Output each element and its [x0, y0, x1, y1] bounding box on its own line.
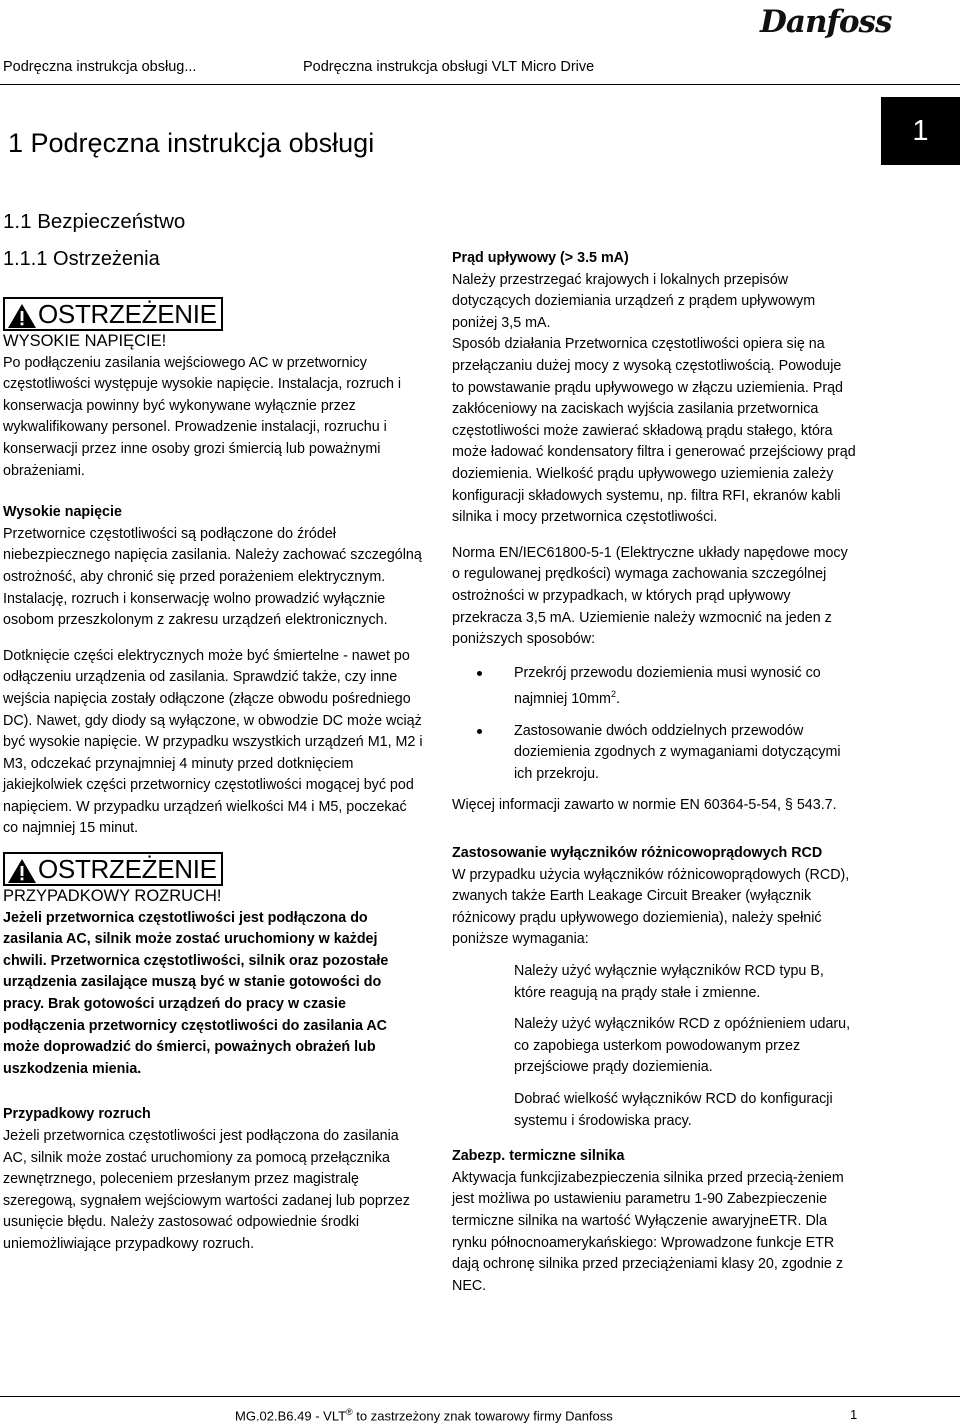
high-voltage-title: Wysokie napięcie	[3, 504, 122, 521]
warning-text: Po podłączeniu zasilania wejściowego AC w przetwornicy częstotliwości występuje wysokie napięcie. Instalacja, rozruch i konserwacja powinny być wykonywane wyłącznie przez wykwalifikowany personel. Prowadzenie instalacji, rozruchu i konserwacji przez inne osoby grozi śmiercią lub poważnymi obrażeniami.	[3, 354, 402, 479]
warning-box-accidental-start	[3, 852, 223, 886]
leakage-text-1: Należy przestrzegać krajowych i lokalnych przepisów dotyczących doziemiania urządzeń z prądem upływowym poniżej 3,5 mA.	[452, 271, 816, 331]
rcd-text: W przypadku użycia wyłączników różnicowoprądowych (RCD), zwanych także Earth Leakage Circuit Breaker (wyłącznik różnicowy prądu upływowego doziemienia), należy spełnić poniższe wymagania:	[452, 866, 850, 948]
thermal-title: Zabezp. termiczne silnika	[452, 1148, 625, 1165]
more-info-text: Więcej informacji zawarto w normie EN 60364-5-54, § 543.7.	[452, 797, 837, 814]
warning-triangle-icon	[7, 858, 37, 884]
subsection-heading: 1.1.1 Ostrzeżenia	[3, 248, 160, 270]
danfoss-logo	[760, 4, 960, 44]
thermal-text: Aktywacja funkcjizabezpieczenia silnika przed przecią-żeniem jest możliwa po ustawieniu parametru 1-90 Zabezpieczenie termiczne silnika na wartość Wyłączenie awaryjneETR. Dla rynku północnoamerykańskiego: Wprowadzone funkcje ETR dają ochronę silnika przed przeciążeniami klasy 20, zgodnie z NEC.	[452, 1169, 844, 1294]
rcd-requirements	[452, 961, 857, 1132]
warning-triangle-icon	[7, 303, 37, 329]
section-heading: 1.1 Bezpieczeństwo	[3, 210, 186, 233]
header-product-title: Podręczna instrukcja obsługi VLT Micro Drive	[303, 59, 595, 75]
header-divider	[0, 84, 960, 85]
list-item: Należy użyć wyłącznie wyłączników RCD typu B, które reagują na prądy stałe i zmienne.	[514, 962, 824, 1001]
touch-warning-text: Dotknięcie części elektrycznych może być śmiertelne - nawet po odłączeniu urządzenia od zasilania. Sprawdzić także, czy inne wejścia napięcia zostały odłączone (złącze obwodu pośredniego DC). Nawet, gdy diody są wyłączone, w obwodzie DC może wciąż być wysokie napięcie. W przypadku wszystkich urządzeń M1, M2 i M3, odczekać przynajmniej 4 minuty przed dotknięciem jakiejkolwiek części przetwornicy częstotliwości mogącej być pod napięciem. W przypadku urządzeń wielkości M4 i M5, poczekać co najmniej 15 minut.	[3, 647, 423, 837]
list-item: Zastosowanie dwóch oddzielnych przewodów doziemienia zgodnych z wymaganiami dotyczącymi ich przekroju.	[452, 721, 857, 786]
list-item: Dobrać wielkość wyłączników RCD do konfiguracji systemu i środowiska pracy.	[514, 1090, 833, 1129]
right-column	[452, 248, 857, 1297]
logo-wordmark: Danfoss	[760, 4, 892, 40]
footer-trademark: MG.02.B6.49 - VLT® to zastrzeżony znak towarowy firmy Danfoss	[235, 1407, 613, 1424]
page-number: 1	[850, 1407, 858, 1422]
list-item: Przekrój przewodu doziemienia musi wynosić co najmniej $10mm^2$.	[452, 663, 857, 711]
leakage-title: Prąd upływowy (> 3.5 mA)	[452, 250, 629, 266]
leakage-text-2: Sposób działania Przetwornica częstotliwości opiera się na przełączaniu dużej mocy z wysoką częstotliwością. Powoduje to powstawanie prądu upływowego w złączu uziemienia. Prąd zakłóceniowy na zaciskach wyjścia zasilania przetwornica częstotliwości może zawierać składową prądu stałego, która może ładować kondensatory filtra i generować przejściowy prąd doziemienia. Wielkość prądu upływowego uziemienia zależy konfiguracji składowych systemu, np. filtra RFI, ekranów kabli silnika i mocy przetwornica częstotliwości.	[452, 336, 856, 526]
bullet-icon	[477, 671, 482, 676]
grounding-list	[452, 663, 857, 786]
chapter-heading: 1 Podręczna instrukcja obsługi	[8, 128, 375, 158]
header-doc-title: Podręczna instrukcja obsług...	[3, 59, 197, 75]
warning-label: OSTRZEŻENIE	[38, 854, 217, 885]
warning-title: WYSOKIE NAPIĘCIE!	[3, 332, 167, 350]
rcd-title: Zastosowanie wyłączników różnicowoprądowych RCD	[452, 845, 823, 862]
accidental-start-title: Przypadkowy rozruch	[3, 1106, 151, 1123]
warning-text: Jeżeli przetwornica częstotliwości jest podłączona do zasilania AC, silnik może zostać uruchomiony w każdej chwili. Przetwornica częstotliwości, silnik oraz pozostałe urządzenia zasilające muszą być w stanie gotowości do pracy. Brak gotowości urządzeń do pracy w czasie podłączenia przetwornicy częstotliwości do zasilania AC może doprowadzić do śmierci, poważnych obrażeń lub uszkodzenia mienia.	[3, 909, 389, 1077]
leakage-text-3: Norma EN/IEC61800-5-1 (Elektryczne układy napędowe mocy o regulowanej prędkości) wymaga zachowania szczególnej ostrożności w przypadkach, w których prąd upływowy przekracza 3,5 mA. Uziemienie należy wzmocnić na jeden z poniższych sposobów:	[452, 544, 848, 648]
high-voltage-text: Przetwornice częstotliwości są podłączone do źródeł niebezpiecznego napięcia zasilania. Należy zachować szczególną ostrożność, aby chronić się przed porażeniem elektrycznym. Instalację, rozruch i konserwację wolno prowadzić wyłącznie osobom przeszkolonym z zakresu urządzeń elektronicznych.	[3, 525, 422, 629]
warning-title: PRZYPADKOWY ROZRUCH!	[3, 887, 222, 906]
left-column	[3, 297, 423, 1256]
footer-divider	[0, 1396, 960, 1397]
accidental-start-text: Jeżeli przetwornica częstotliwości jest podłączona do zasilania AC, silnik może zostać uruchomiony za pomocą przełącznika zewnętrznego, poleceniem przesłanym przez magistralę szeregową, sygnałem wejściowym wartości zadanej lub poprzez usunięcie błędu. Należy zastosować odpowiednie środki uniemożliwiające przypadkowy rozruch.	[3, 1128, 410, 1252]
list-item: Należy użyć wyłączników RCD z opóźnieniem udaru, co zapobiega usterkom powodowanym przez przejściowe prądy doziemienia.	[514, 1016, 851, 1076]
warning-label: OSTRZEŻENIE	[38, 299, 217, 329]
bullet-icon	[477, 729, 482, 734]
warning-box-high-voltage	[3, 297, 223, 331]
chapter-tab: 1	[881, 97, 960, 165]
